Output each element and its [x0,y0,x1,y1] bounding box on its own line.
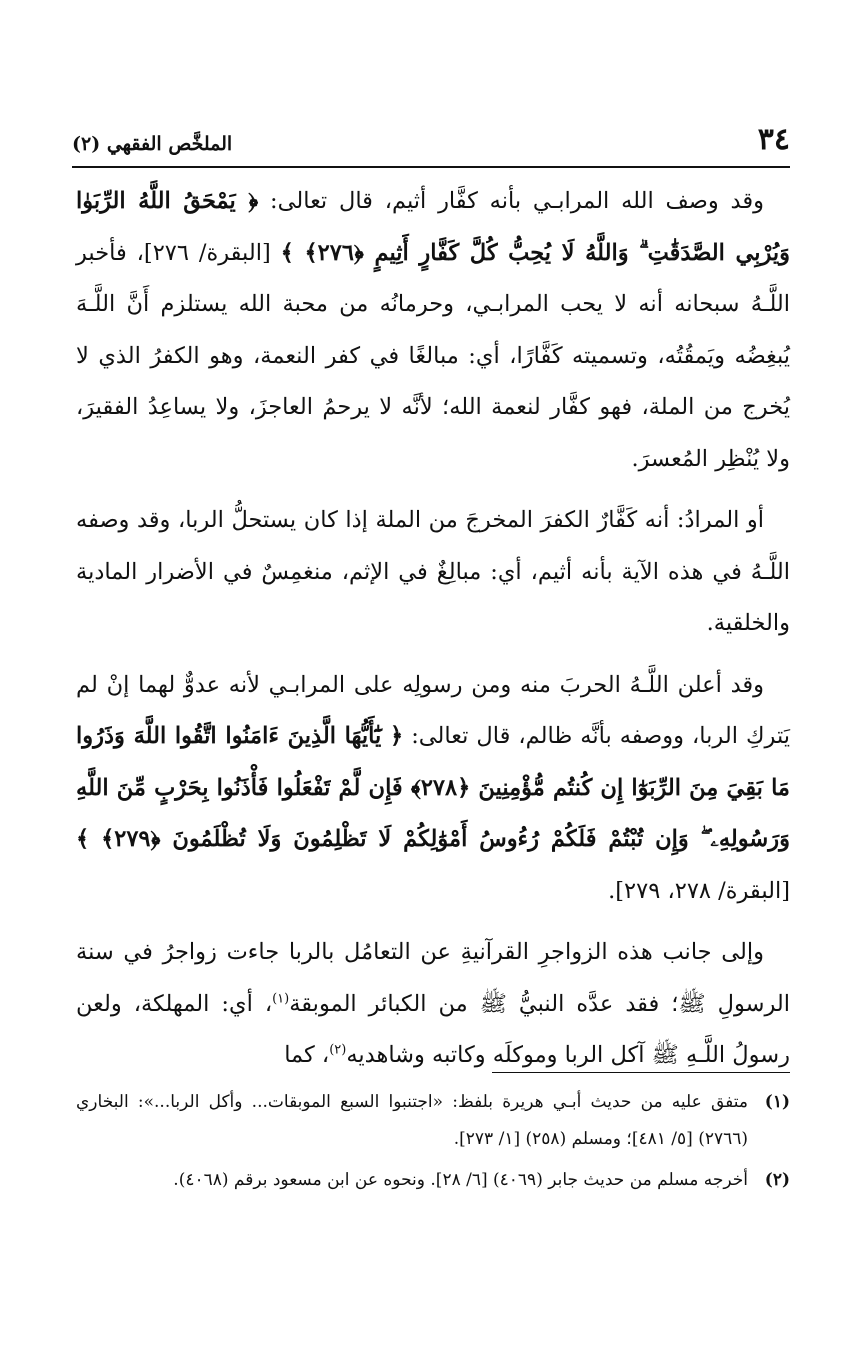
footnotes [76,1084,790,1203]
footnote-marker-1[interactable]: (١) [272,991,290,1006]
verse-reference-276: [البقرة/ ٢٧٦] [143,239,281,266]
paragraph-3 [76,660,790,918]
paragraph-1 [76,176,790,485]
header-divider [72,166,790,168]
page-header [72,120,790,160]
paragraph-4-part3: ، كما [284,1042,330,1068]
paragraph-4 [76,927,790,1082]
footnote-1-text: متفق عليه من حديث أبـي هريرة بلفظ: «اجتنبوا السبع الموبقات... وأكل الربا...»: البخاري (٢٧٦٦) [٥/ ٤٨١]؛ ومسلم (٢٥٨) [١/ ٢٧٣]. [76,1092,748,1149]
page-number: ٣٤ [757,122,790,157]
footnote-marker-2[interactable]: (٢) [329,1042,347,1058]
footnote-divider [492,1072,790,1073]
quran-verse-278-279: ﴿ يَٰٓأَيُّهَا الَّذِينَ ءَامَنُوا اتَّقُوا اللَّهَ وَذَرُوا مَا بَقِيَ مِنَ الرِّبَوٰٓا إِن كُنتُم مُّؤْمِنِينَ ﴿٢٧٨﴾ فَإِن لَّمْ تَفْعَلُوا فَأْذَنُوا بِحَرْبٍ مِّنَ اللَّهِ وَرَسُولِهِۦ ۖ وَإِن تُبْتُمْ فَلَكُمْ رُءُوسُ أَمْوَٰلِكُمْ لَا تَظْلِمُونَ وَلَا تُظْلَمُونَ ﴿٢٧٩﴾ ﴾ [76,723,790,852]
paragraph-1-intro: وقد وصف الله المرابـي بأنه كفَّار أثيم، قال تعالى: [258,188,764,214]
paragraph-4-part1: وإلى جانب هذه الزواجرِ القرآنيةِ عن التعامُل بالربا جاءت زواجرُ في سنة الرسولِ ﷺ؛ فقد عدَّه النبيُّ ﷺ من الكبائر الموبقة [76,939,790,1017]
footnote-1-number: (١) [764,1092,790,1112]
main-text [76,176,790,1092]
footnote-2 [76,1162,790,1199]
paragraph-4-part2: ، أي: المهلكة، ولعن رسولُ اللَّـهِ ﷺ آكل الربا وموكلَه وكاتبه وشاهديه [76,990,790,1068]
verse-reference-278-279: [البقرة/ ٢٧٨، ٢٧٩]. [608,877,790,904]
footnote-1 [76,1084,790,1158]
footnote-2-number: (٢) [764,1170,790,1190]
footnote-2-text: أخرجه مسلم من حديث جابر (٤٠٦٩) [٦/ ٢٨]. ونحوه عن ابن مسعود برقم (٤٠٦٨). [173,1170,748,1190]
paragraph-2: أو المرادُ: أنه كَفَّارٌ الكفرَ المخرجَ من الملة إذا كان يستحلُّ الربا، وقد وصفه اللَّـهُ في هذه الآية بأنه أثيم، أي: مبالِغٌ في الإثم، منغمِسٌ في الأضرار المادية والخلقية. [76,507,790,636]
paragraph-1-commentary: ، فأخبر اللَّـهُ سبحانه أنه لا يحب المرابـي، وحرمانُه من محبة الله يستلزم أَنَّ اللَّـهَ يُبغِضُه ويَمقُتُه، وتسميته كَفَّارًا، أي: مبالغًا في كفر النعمة، وهو الكفرُ الذي لا يُخرج من الملة، فهو كفَّار لنعمة الله؛ لأنَّه لا يرحمُ العاجزَ، ولا يساعِدُ الفقيرَ، ولا يُنْظِر المُعسرَ. [76,239,790,472]
quran-verse-276: ﴿ يَمْحَقُ اللَّهُ الرِّبَوٰا وَيُرْبِي الصَّدَقَٰتِ ۗ وَاللَّهُ لَا يُحِبُّ كُلَّ كَفَّارٍ أَثِيمٍ ﴿٢٧٦﴾ ﴾ [76,188,791,266]
paragraph-3-intro: وقد أعلن اللَّـهُ الحربَ منه ومن رسولِه على المرابـي لأنه عدوٌّ لهما إنْ لم يَتركِ الربا، ووصفه بأنَّه ظالم، قال تعالى: [76,671,790,749]
running-title: الملخَّص الفقهي (٢) [72,133,233,155]
